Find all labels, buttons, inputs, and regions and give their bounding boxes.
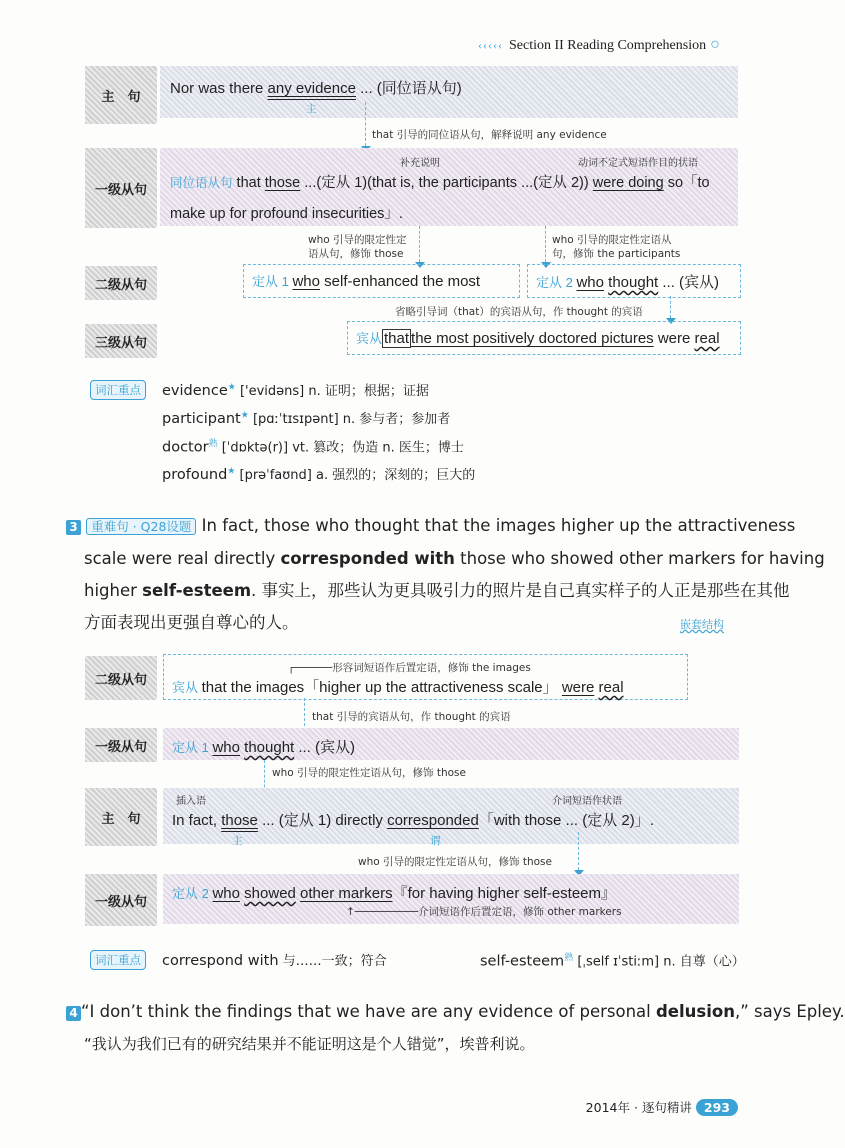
label-level2: 二级从句 (85, 266, 157, 300)
label-level3: 三级从句 (85, 324, 157, 358)
subject-tag: 主 (306, 103, 317, 115)
connector-arrow (670, 296, 671, 318)
level1-clause-a: 定从 1 who thought ... (宾从) (172, 739, 356, 756)
vocab-item: doctor$^熟$ [ˈdɒktə(r)] vt. 篡改；伪造 n. 医生；博士 (162, 439, 464, 456)
note-appositive: that 引导的同位语从句，解释说明 any evidence (372, 129, 607, 141)
level3-clause: 宾从 that the most positively doctored pictures were real (356, 330, 720, 347)
note-prep: 介词短语作状语 (552, 796, 622, 807)
paragraph-4: 4 “I don’t think the findings that we have are any evidence of personal delusion,” says Epley. “我认为我们已有的研究结果并不能证明这是个人错觉”，埃普利说。 (66, 996, 756, 1060)
note-supplement: 补充说明 (400, 158, 440, 169)
section-title: Section II Reading Comprehension (508, 38, 707, 53)
difficult-sentence-tag: 重难句 · Q28设题 (86, 518, 196, 535)
predicate-tag: 谓 (430, 835, 441, 847)
vocab-item: correspond with 与……一致；符合 (162, 953, 387, 969)
note-prep2: ↑──────────介词短语作后置定语，修饰 other markers (346, 906, 622, 918)
vocab-item: self-esteem$^熟$ [ˌself ɪˈstiːm] n. 自尊（心） (480, 953, 745, 970)
label-level1: 一级从句 (85, 728, 157, 762)
label-level1: 一级从句 (85, 148, 157, 228)
connector-arrow (578, 832, 579, 870)
note-who1: who 引导的限定性定 语从句，修饰 those (308, 234, 407, 260)
level2-clause-b: 定从 2 who thought ... (宾从) (536, 274, 720, 291)
note-infinitive: 动词不定式短语作目的状语 (578, 158, 698, 169)
main-clause-sentence: Nor was there any evidence ... (同位语从句) (170, 80, 462, 97)
vocab-item: participant★ [pɑːˈtɪsɪpənt] n. 参与者；参加者 (162, 410, 451, 427)
level2-clause-a: 定从 1 who self-enhanced the most (252, 273, 481, 290)
subject-tag: 主 (232, 835, 243, 847)
vocab-tag: 词汇重点 (90, 380, 146, 400)
paragraph-3: 3 重难句 · Q28设题 In fact, those who thought that the images higher up the attractiveness scale were real directly corresponded with those who showed other markers for having higher self-esteem. 事实上，那些认为更具吸引力的照片是自己真实样子的人正是那些在其他 方面表现出更强自尊心的人。 (66, 510, 746, 639)
nested-structure-link[interactable]: 嵌套结构 (680, 618, 724, 631)
vocab-item: profound★ [prəˈfaʊnd] a. 强烈的；深刻的；巨大的 (162, 466, 476, 483)
note-who: who 引导的限定性定语从句，修饰 those (272, 767, 466, 779)
level2-clause: 宾从 that the images「higher up the attractiveness scale」 were real (172, 679, 624, 696)
double-arrow-icon: ‹‹‹‹‹ (478, 38, 503, 52)
page-number: 293 (696, 1099, 738, 1116)
footer-title: 2014年 · 逐句精讲 (585, 1100, 692, 1115)
note-insert: 插入语 (176, 796, 206, 807)
note-object-clause: that 引导的宾语从句，作 thought 的宾语 (312, 711, 511, 723)
vocab-item: evidence★ ['evidəns] n. 证明；根据；证据 (162, 382, 429, 399)
connector-arrow (545, 226, 546, 262)
label-level1: 一级从句 (85, 874, 157, 926)
note-who2: who 引导的限定性定语从句，修饰 those (358, 856, 552, 868)
note-who2: who 引导的限定性定语从 句，修饰 the participants (552, 234, 681, 260)
vocab-tag: 词汇重点 (90, 950, 146, 970)
para-number: 4 (66, 1006, 81, 1021)
para-number: 3 (66, 520, 81, 535)
label-main-clause: 主 句 (85, 788, 157, 846)
level1-clause-b: 定从 2 who showed other markers『for having higher self-esteem』 (172, 885, 617, 902)
connector-arrow (365, 102, 366, 146)
label-level2: 二级从句 (85, 656, 157, 700)
page-footer (586, 1098, 738, 1116)
main-clause-sentence: In fact, those ... (定从 1) directly corresponded「with those ... (定从 2)」. (172, 812, 654, 829)
search-icon: ○ (710, 36, 720, 53)
note-omit: 省略引导词（that）的宾语从句，作 thought 的宾语 (395, 306, 643, 318)
connector-line (304, 698, 305, 726)
label-main-clause: 主 句 (85, 66, 157, 124)
running-header (478, 36, 720, 54)
level1-line1: 同位语从句 that those ...(定从 1)(that is, the participants ...(定从 2)) were doing so「to (170, 175, 710, 191)
connector-arrow (419, 226, 420, 262)
note-adj: ┌──────形容词短语作后置定语，修饰 the images (288, 662, 531, 674)
level1-line2: make up for profound insecurities」. (170, 206, 403, 222)
